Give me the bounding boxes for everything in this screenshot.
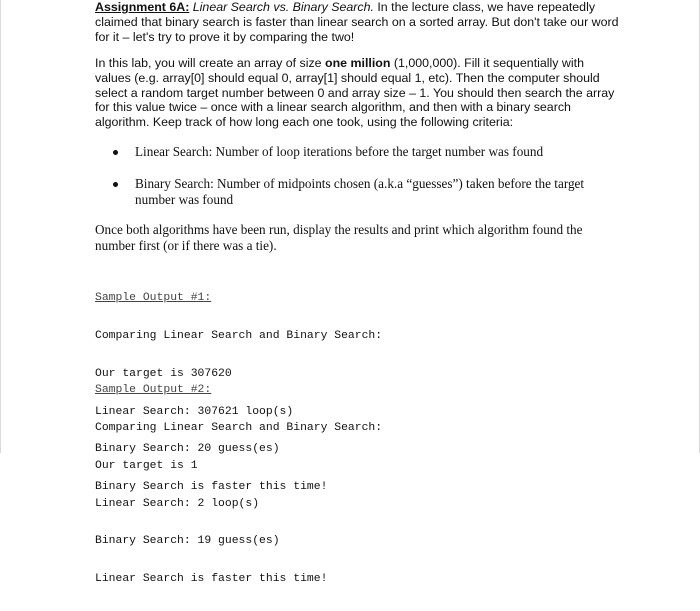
- bullet-icon: [113, 182, 118, 187]
- intro-line-1-rest: In the lecture class, we have repeatedly: [373, 0, 596, 14]
- sample-output-line: Binary Search is faster this time!: [95, 481, 328, 494]
- lab-line-4: for this value twice – once with a linear search algorithm, and then with a binary search: [95, 100, 571, 115]
- criteria-line: Binary Search: Number of midpoints chosen (a.k.a “guesses”) taken before the target: [135, 176, 585, 191]
- lab-paragraph: [95, 56, 625, 130]
- criteria-line: Linear Search: Number of loop iterations before the target number was found: [135, 144, 544, 159]
- closing-paragraph: [95, 222, 625, 253]
- lab-line-3: select a random target number between 0 and array size – 1. You should then search the array: [95, 85, 615, 100]
- criteria-line: number was found: [135, 191, 234, 207]
- bullet-icon: [113, 150, 118, 155]
- lab-line-5: algorithm. Keep track of how long each one took, using the following criteria:: [95, 115, 514, 130]
- lab-line-1-bold: one million: [325, 56, 391, 70]
- criteria-text: [135, 176, 605, 207]
- sample-output-line: Linear Search is faster this time!: [95, 573, 328, 586]
- sample-output-line: Our target is 307620: [95, 367, 232, 380]
- closing-line-2: number first (or if there was a tie).: [95, 237, 277, 253]
- sample-output-line: Comparing Linear Search and Binary Search:: [95, 329, 383, 342]
- sample-output-line: Our target is 1: [95, 459, 198, 472]
- lab-line-1-pre: In this lab, you will create an array of size: [95, 56, 326, 70]
- sample-output-line: Comparing Linear Search and Binary Search:: [95, 421, 383, 434]
- intro-line-3: for it – let's try to prove it by comparing the two!: [95, 29, 355, 44]
- lab-line-2: values (e.g. array[0] should equal 0, array[1] should equal 1, etc). Then the computer should: [95, 70, 600, 85]
- sample-output-line: Binary Search: 20 guess(es): [95, 443, 280, 456]
- intro-paragraph: [95, 0, 625, 44]
- lab-line-1: [95, 56, 625, 71]
- intro-line-2: claimed that binary search is faster than linear search on a sorted array. But don't take our word: [95, 14, 619, 29]
- sample-output-heading: Sample Output #2:: [95, 384, 212, 397]
- sample-output-2: [95, 359, 625, 611]
- sample-output-heading: Sample Output #1:: [95, 292, 212, 305]
- assignment-title: Linear Search vs. Binary Search.: [192, 0, 374, 14]
- closing-line-1: Once both algorithms have been run, display the results and print which algorithm found the: [95, 222, 583, 237]
- assignment-label: Assignment 6A:: [95, 0, 190, 14]
- sample-output-line: Linear Search: 307621 loop(s): [95, 405, 294, 418]
- criteria-text: [135, 144, 605, 160]
- intro-line-1: [95, 0, 625, 15]
- lab-line-1-post: (1,000,000). Fill it sequentially with: [390, 56, 584, 70]
- sample-output-line: Linear Search: 2 loop(s): [95, 497, 260, 510]
- sample-output-line: Binary Search: 19 guess(es): [95, 535, 280, 548]
